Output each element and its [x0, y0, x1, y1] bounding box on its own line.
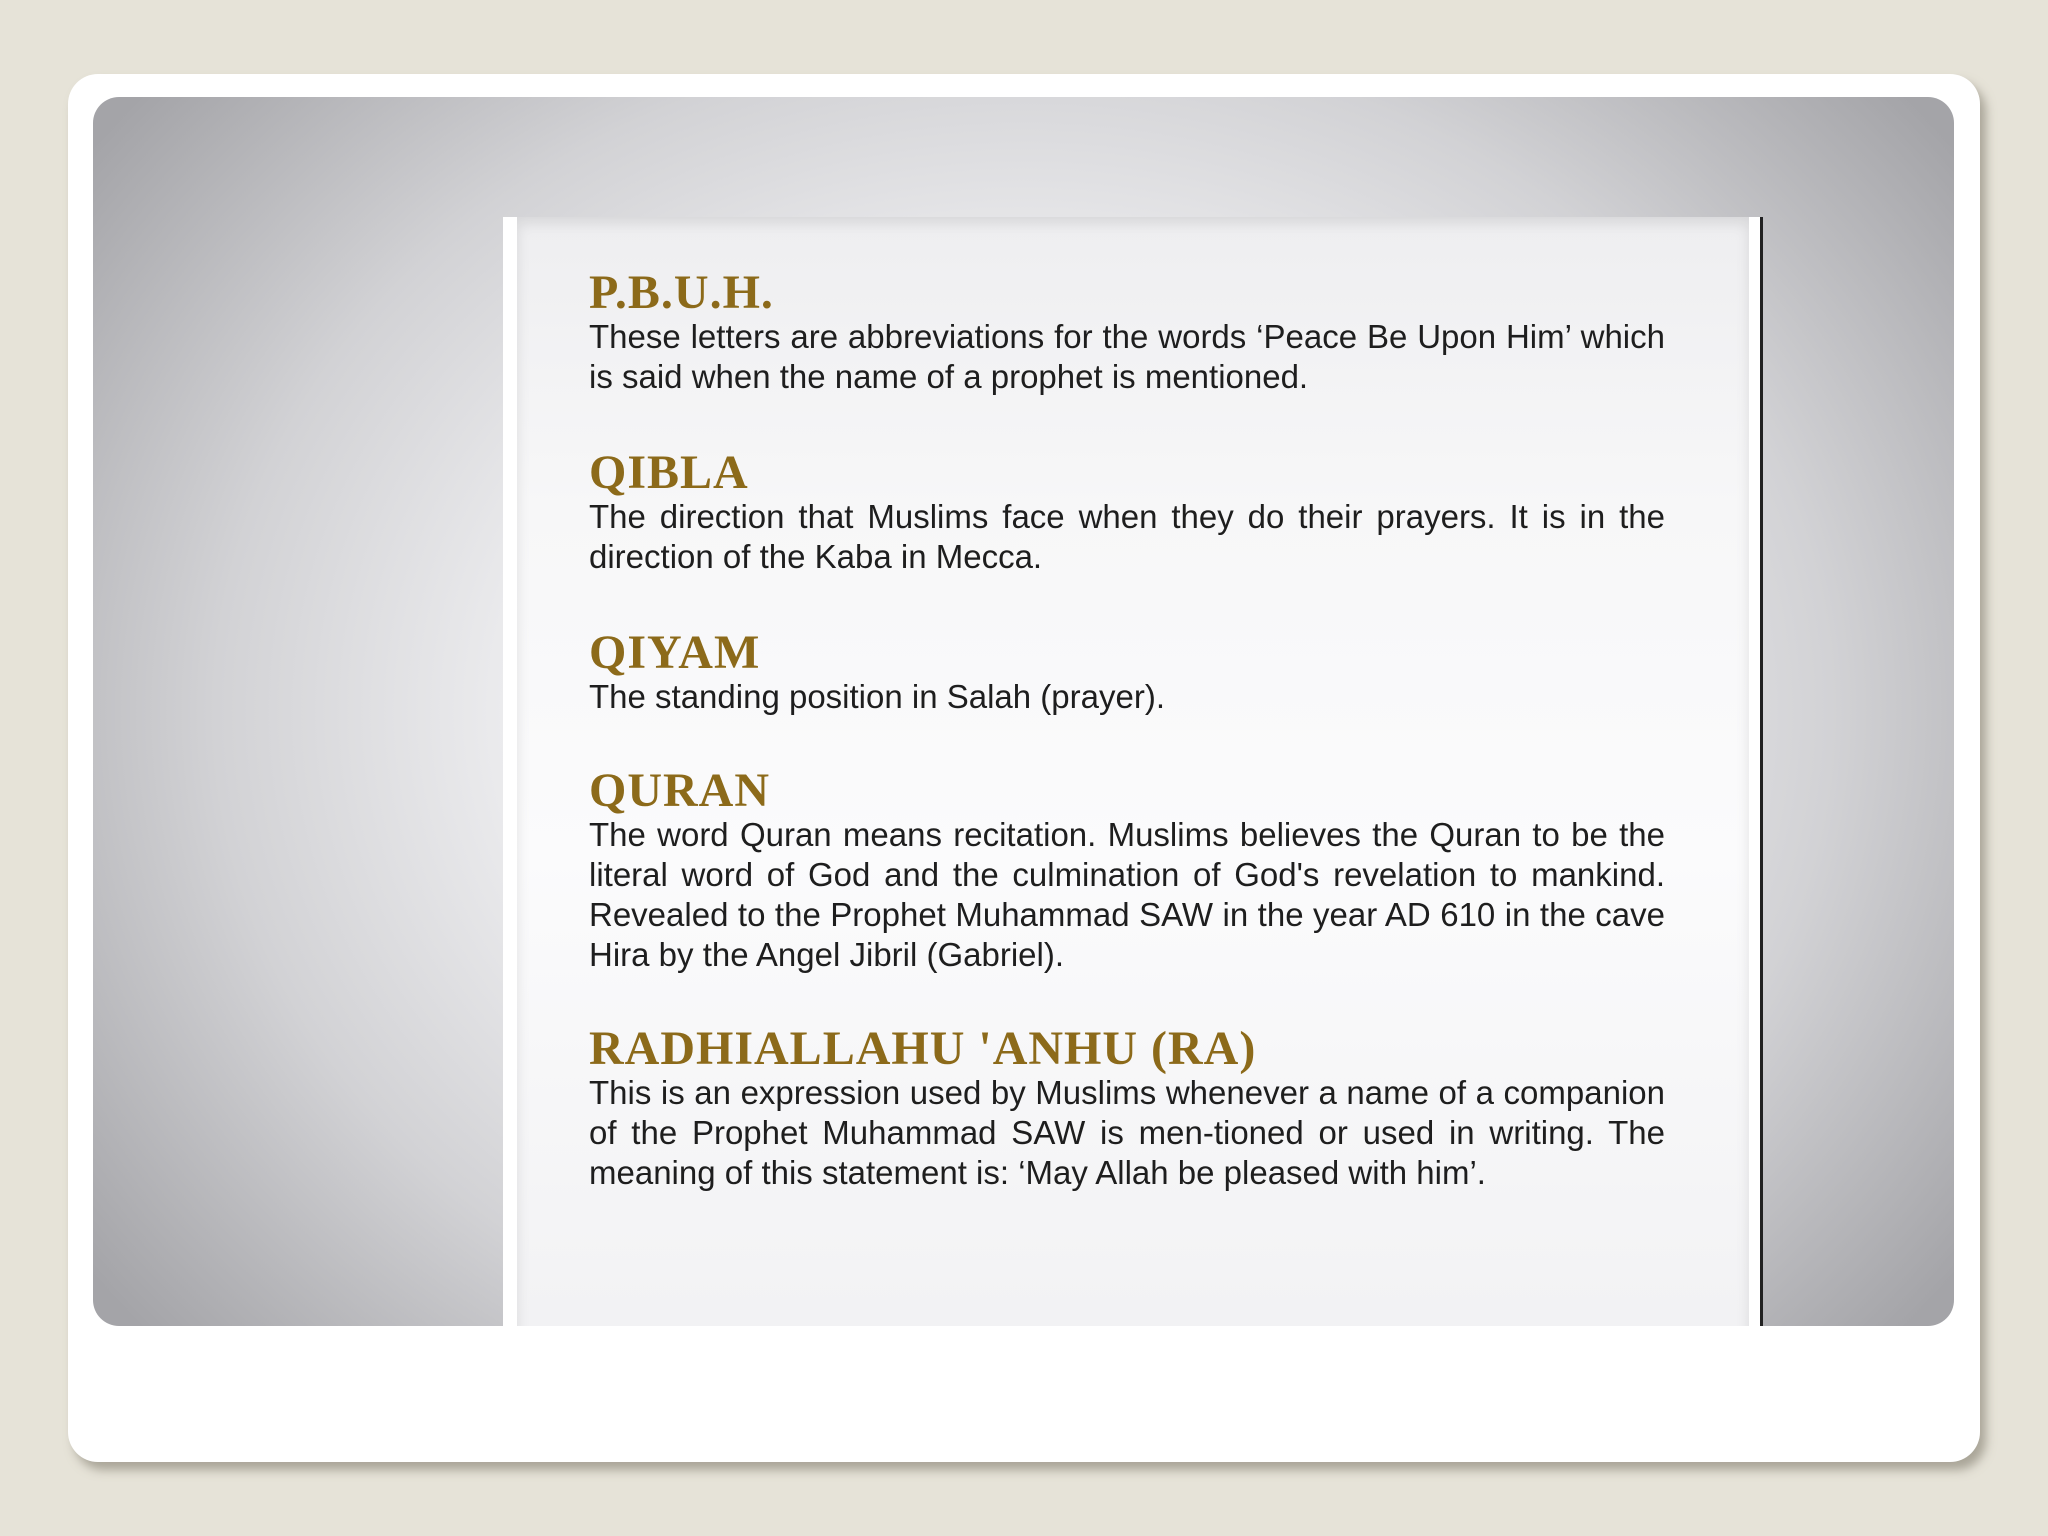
glossary-image: [503, 217, 1763, 1326]
glossary-term: RADHIALLAHU 'ANHU (RA): [589, 1022, 1257, 1075]
glossary-definition: This is an expression used by Muslims whenever a name of a companion of the Prophet Muhammad SAW is men-tioned or used in writing. The meaning of this statement is: ‘May Allah be pleased with him’.: [589, 1074, 1665, 1191]
glossary-term: P.B.U.H.: [589, 266, 774, 319]
glossary-entry-radhiallahu-anhu: [589, 1022, 1665, 1193]
glossary-list: [589, 266, 1665, 1193]
glossary-term: QURAN: [589, 764, 770, 817]
glossary-term: QIYAM: [589, 626, 761, 679]
glossary-definition: These letters are abbreviations for the words ‘Peace Be Upon Him’ which is said when the name of a prophet is mentioned.: [589, 318, 1665, 395]
glossary-term: QIBLA: [589, 446, 749, 499]
glossary-entry-qibla: [589, 446, 1665, 577]
glossary-definition: The direction that Muslims face when they do their prayers. It is in the direction of the Kaba in Mecca.: [589, 498, 1665, 575]
glossary-border-line: [1760, 217, 1763, 1326]
glossary-entry-quran: [589, 764, 1665, 975]
glossary-entry-qiyam: [589, 626, 1665, 717]
glossary-entry-pbuh: [589, 266, 1665, 397]
glossary-definition: The standing position in Salah (prayer).: [589, 678, 1165, 715]
slide-frame: [93, 97, 1954, 1326]
glossary-definition: The word Quran means recitation. Muslims believes the Quran to be the literal word of God and the culmination of God's revelation to mankind. Revealed to the Prophet Muhammad SAW in the year AD 610 in the cave Hira by the Angel Jibril (Gabriel).: [589, 816, 1665, 973]
